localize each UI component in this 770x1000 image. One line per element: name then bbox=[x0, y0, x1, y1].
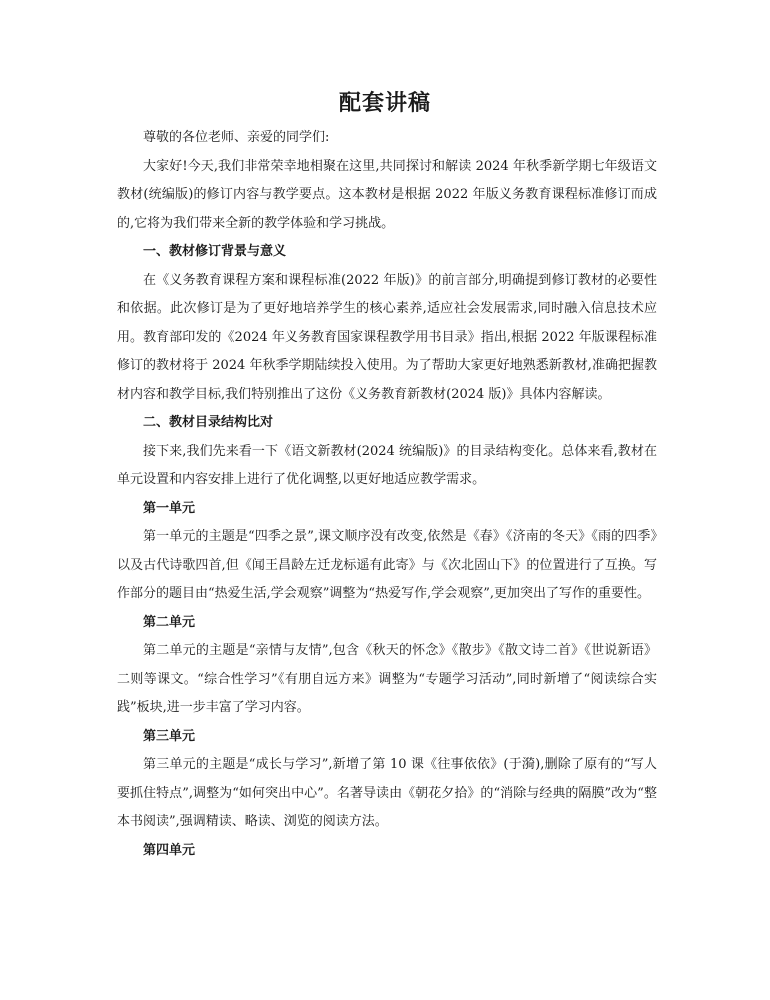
section-heading: 二、教材目录结构比对 bbox=[143, 415, 274, 430]
section-heading: 一、教材修订背景与意义 bbox=[143, 244, 287, 259]
unit-heading: 第四单元 bbox=[143, 842, 196, 858]
salutation: 尊敬的各位老师、亲爱的同学们: bbox=[143, 130, 330, 145]
document-body bbox=[117, 124, 657, 865]
unit-paragraph: 第二单元的主题是“亲情与友情”,包含《秋天的怀念》《散步》《散文诗二首》《世说新语》二则等课文。“综合性学习”《有朋自远方来》调整为“专题学习活动”,同时新增了“阅读综合实践”板块,进一步丰富了学习内容。 bbox=[117, 643, 657, 715]
section-paragraph: 在《义务教育课程方案和课程标准(2022 年版)》的前言部分,明确提到修订教材的必要性和依据。此次修订是为了更好地培养学生的核心素养,适应社会发展需求,同时融入信息技术应用。教育部印发的《2024 年义务教育国家课程教学用书目录》指出,根据 2022 年版课程标准修订的教材将于 2024 年秋季学期陆续投入使用。为了帮助大家更好地熟悉新教材,准确把握教材内容和教学目标,我们特别推出了这份《义务教育新教材(2024 版)》具体内容解读。 bbox=[117, 272, 657, 402]
unit-heading: 第二单元 bbox=[143, 614, 196, 630]
unit-paragraph: 第三单元的主题是“成长与学习”,新增了第 10 课《往事依依》(于漪),删除了原有的“写人要抓住特点”,调整为“如何突出中心”。名著导读由《朝花夕拾》的“消除与经典的隔膜”改为“整本书阅读”,强调精读、略读、浏览的阅读方法。 bbox=[117, 757, 657, 829]
intro-paragraph: 大家好!今天,我们非常荣幸地相聚在这里,共同探讨和解读 2024 年秋季新学期七年级语文教材(统编版)的修订内容与教学要点。这本教材是根据 2022 年版义务教育课程标准修订而成的,它将为我们带来全新的教学体验和学习挑战。 bbox=[117, 158, 657, 231]
unit-heading: 第一单元 bbox=[143, 500, 196, 516]
section-paragraph: 接下来,我们先来看一下《语文新教材(2024 统编版)》的目录结构变化。总体来看,教材在单元设置和内容安排上进行了优化调整,以更好地适应教学需求。 bbox=[117, 443, 657, 487]
unit-paragraph: 第一单元的主题是“四季之景”,课文顺序没有改变,依然是《春》《济南的冬天》《雨的四季》以及古代诗歌四首,但《闻王昌龄左迁龙标遥有此寄》与《次北固山下》的位置进行了互换。写作部分的题目由“热爱生活,学会观察”调整为“热爱写作,学会观察”,更加突出了写作的重要性。 bbox=[117, 529, 657, 601]
unit-heading: 第三单元 bbox=[143, 728, 196, 744]
page-title: 配套讲稿 bbox=[338, 91, 431, 116]
